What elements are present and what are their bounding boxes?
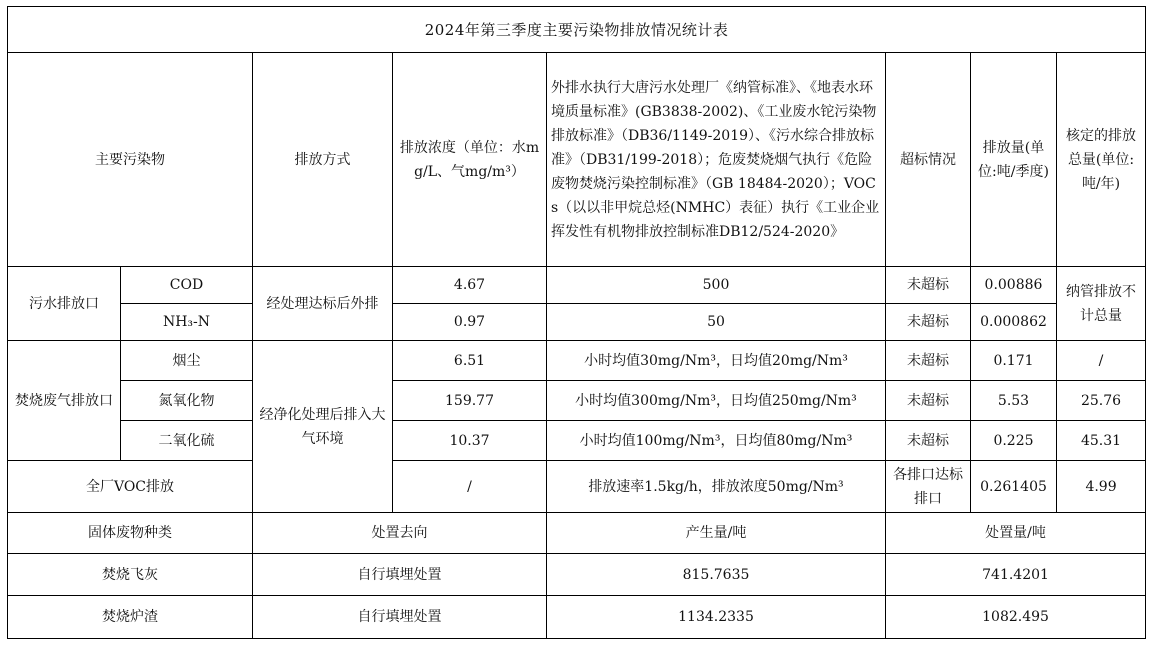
gas-method: 经净化处理后排入大气环境 bbox=[253, 341, 393, 513]
pollutant-name: 二氧化硫 bbox=[121, 421, 253, 461]
solid-handled: 741.4201 bbox=[886, 554, 1146, 596]
header-total: 核定的排放总量(单位:吨/年) bbox=[1057, 53, 1146, 267]
table-row bbox=[8, 341, 1146, 381]
exceed-status: 未超标 bbox=[886, 267, 971, 304]
header-exceed: 超标情况 bbox=[886, 53, 971, 267]
table-row bbox=[8, 554, 1146, 596]
header-concentration: 排放浓度（单位：水mg/L、气mg/m³） bbox=[393, 53, 547, 267]
water-outlet-label: 污水排放口 bbox=[8, 267, 121, 341]
total-amount: 4.99 bbox=[1057, 461, 1146, 513]
pollutant-name: 氮氧化物 bbox=[121, 381, 253, 421]
solid-disposal: 自行填埋处置 bbox=[253, 554, 547, 596]
concentration-value: 159.77 bbox=[393, 381, 547, 421]
voc-label: 全厂VOC排放 bbox=[8, 461, 253, 513]
concentration-value: 10.37 bbox=[393, 421, 547, 461]
header-standard: 外排水执行大唐污水处理厂《纳管标准》、《地表水环境质量标准》(GB3838-2002)、《工业废水铊污染物排放标准》（DB36/1149-2019）、《污水综合排放标准》（DB31/199-2018）；危废焚烧烟气执行《危险废物焚烧污染控制标准》（GB 18484-2020）；VOCs（以以非甲烷总烃(NMHC）表征）执行《工业企业挥发性有机物排放控制标准DB12/524-2020》 bbox=[547, 53, 886, 267]
solid-header-handled: 处置量/吨 bbox=[886, 513, 1146, 554]
title-row bbox=[8, 7, 1146, 53]
total-amount: 45.31 bbox=[1057, 421, 1146, 461]
table-row bbox=[8, 421, 1146, 461]
water-method: 经处理达标后外排 bbox=[253, 267, 393, 341]
table-row bbox=[8, 267, 1146, 304]
solid-type: 焚烧飞灰 bbox=[8, 554, 253, 596]
exceed-status: 未超标 bbox=[886, 304, 971, 341]
emission-amount: 0.171 bbox=[971, 341, 1057, 381]
standard-limit: 500 bbox=[547, 267, 886, 304]
table-row bbox=[8, 461, 1146, 513]
total-amount: 25.76 bbox=[1057, 381, 1146, 421]
header-method: 排放方式 bbox=[253, 53, 393, 267]
emission-amount: 0.000862 bbox=[971, 304, 1057, 341]
emission-statistics-table bbox=[7, 6, 1146, 639]
pollutant-name: NH₃-N bbox=[121, 304, 253, 341]
solid-header-produced: 产生量/吨 bbox=[547, 513, 886, 554]
emission-amount: 0.00886 bbox=[971, 267, 1057, 304]
pollutant-name: 烟尘 bbox=[121, 341, 253, 381]
exceed-status: 未超标 bbox=[886, 341, 971, 381]
standard-limit: 小时均值300mg/Nm³，日均值250mg/Nm³ bbox=[547, 381, 886, 421]
header-pollutant: 主要污染物 bbox=[8, 53, 253, 267]
emission-amount: 0.261405 bbox=[971, 461, 1057, 513]
table-row bbox=[8, 381, 1146, 421]
solid-handled: 1082.495 bbox=[886, 596, 1146, 639]
concentration-value: / bbox=[393, 461, 547, 513]
gas-outlet-label: 焚烧废气排放口 bbox=[8, 341, 121, 461]
standard-limit: 小时均值100mg/Nm³，日均值80mg/Nm³ bbox=[547, 421, 886, 461]
table-row bbox=[8, 304, 1146, 341]
solid-header-type: 固体废物种类 bbox=[8, 513, 253, 554]
total-amount: / bbox=[1057, 341, 1146, 381]
pollutant-name: COD bbox=[121, 267, 253, 304]
solid-header-disposal: 处置去向 bbox=[253, 513, 547, 554]
solid-header-row bbox=[8, 513, 1146, 554]
exceed-status: 未超标 bbox=[886, 381, 971, 421]
exceed-status: 未超标 bbox=[886, 421, 971, 461]
header-amount: 排放量(单位:吨/季度) bbox=[971, 53, 1057, 267]
water-total-note: 纳管排放不计总量 bbox=[1057, 267, 1146, 341]
solid-type: 焚烧炉渣 bbox=[8, 596, 253, 639]
concentration-value: 4.67 bbox=[393, 267, 547, 304]
emission-amount: 0.225 bbox=[971, 421, 1057, 461]
exceed-status: 各排口达标排口 bbox=[886, 461, 971, 513]
standard-limit: 排放速率1.5kg/h，排放浓度50mg/Nm³ bbox=[547, 461, 886, 513]
solid-disposal: 自行填埋处置 bbox=[253, 596, 547, 639]
emission-amount: 5.53 bbox=[971, 381, 1057, 421]
emission-statistics-sheet bbox=[7, 6, 1145, 638]
standard-limit: 50 bbox=[547, 304, 886, 341]
table-row bbox=[8, 596, 1146, 639]
solid-produced: 815.7635 bbox=[547, 554, 886, 596]
solid-produced: 1134.2335 bbox=[547, 596, 886, 639]
header-row bbox=[8, 53, 1146, 267]
concentration-value: 6.51 bbox=[393, 341, 547, 381]
table-title: 2024年第三季度主要污染物排放情况统计表 bbox=[8, 7, 1146, 53]
concentration-value: 0.97 bbox=[393, 304, 547, 341]
standard-limit: 小时均值30mg/Nm³，日均值20mg/Nm³ bbox=[547, 341, 886, 381]
